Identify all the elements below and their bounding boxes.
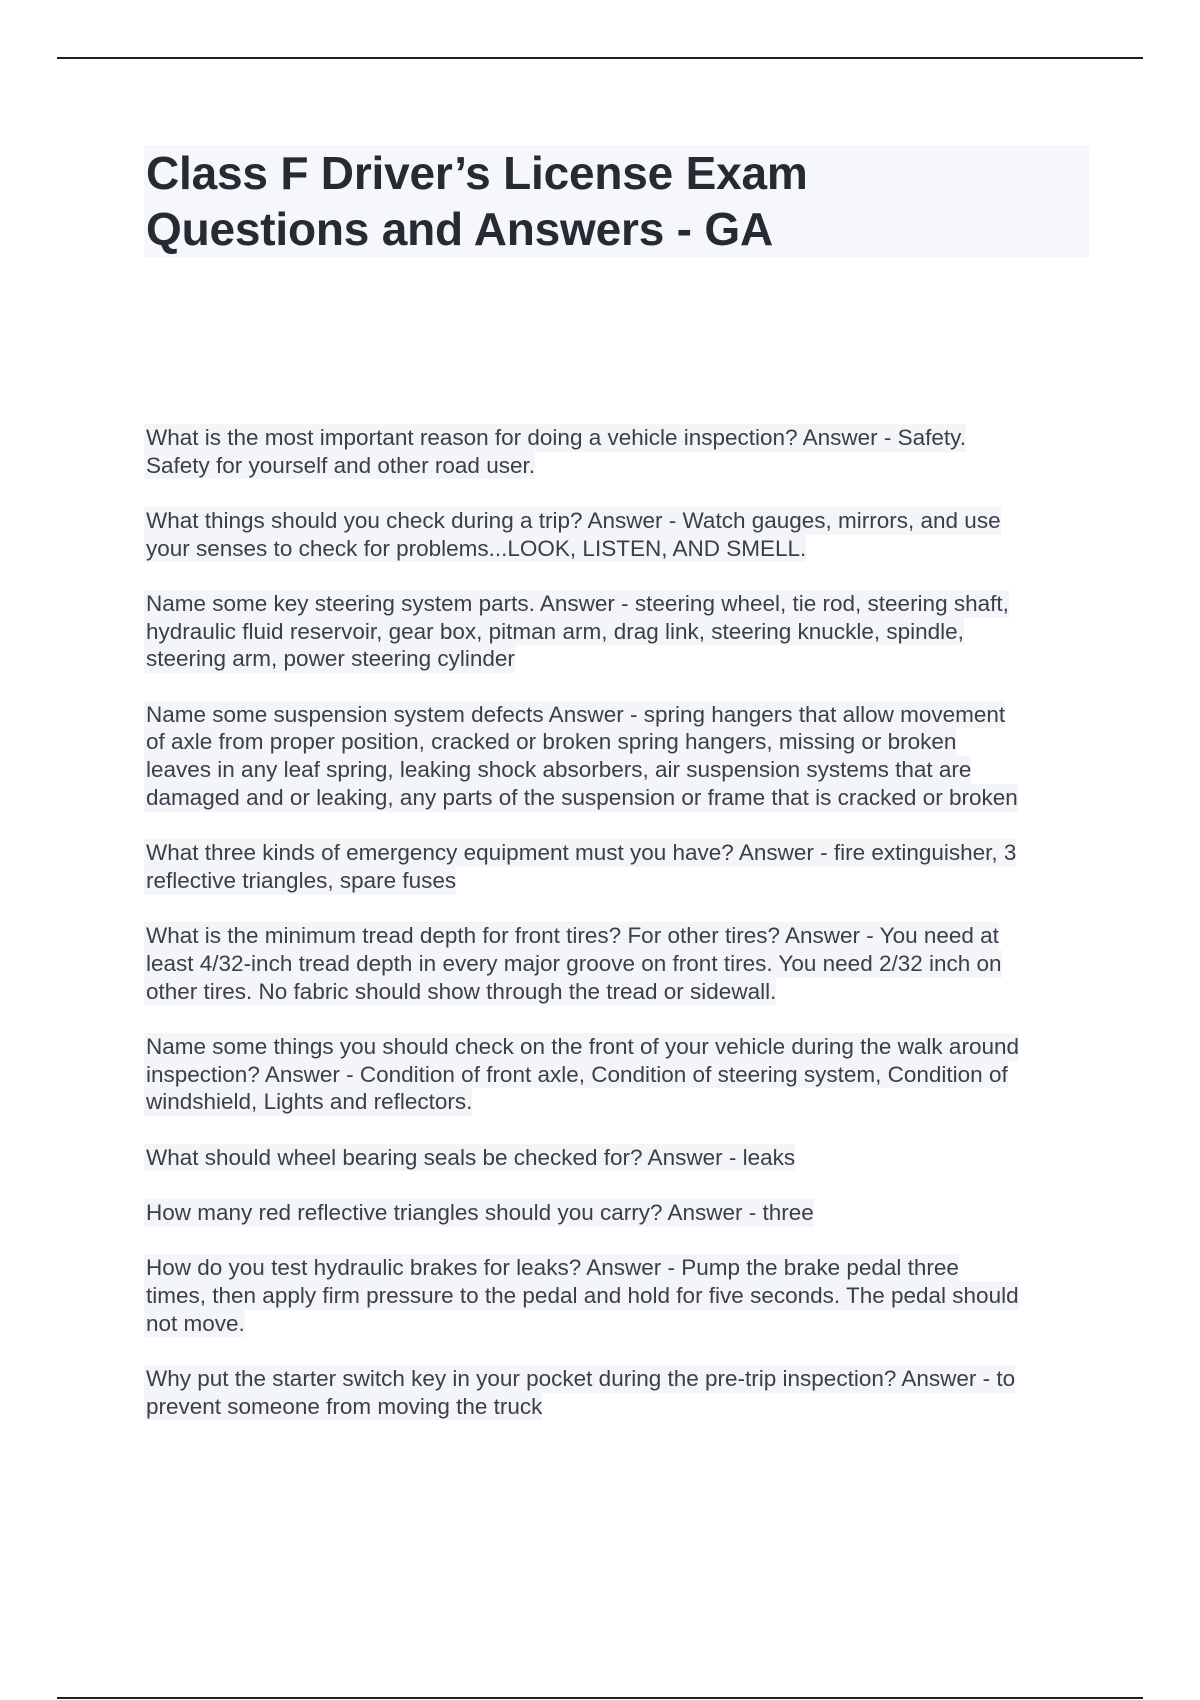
qa-line: Name some things you should check on the front of your vehicle during the walk around <box>146 1033 1019 1059</box>
bottom-rule <box>57 1697 1143 1699</box>
qa-item <box>144 424 1089 479</box>
qa-line: How do you test hydraulic brakes for leaks? Answer - Pump the brake pedal three <box>146 1255 959 1281</box>
qa-line: What should wheel bearing seals be checked for? Answer - leaks <box>146 1144 796 1170</box>
qa-item <box>144 590 1089 673</box>
qa-item <box>144 1144 1089 1172</box>
qa-line: Name some suspension system defects Answer - spring hangers that allow movement <box>146 701 1006 727</box>
qa-line: prevent someone from moving the truck <box>146 1393 543 1419</box>
qa-line: How many red reflective triangles should you carry? Answer - three <box>146 1199 814 1225</box>
qa-line: Safety for yourself and other road user. <box>146 452 535 478</box>
qa-line: What things should you check during a trip? Answer - Watch gauges, mirrors, and use <box>146 508 1001 533</box>
qa-line: not move. <box>146 1310 245 1336</box>
qa-item <box>144 922 1089 1005</box>
qa-line: inspection? Answer - Condition of front axle, Condition of steering system, Condition of <box>146 1061 1008 1087</box>
qa-line: reflective triangles, spare fuses <box>146 867 457 893</box>
qa-line: What is the most important reason for doing a vehicle inspection? Answer - Safety. <box>146 425 966 450</box>
qa-line: least 4/32-inch tread depth in every major groove on front tires. You need 2/32 inch on <box>146 950 1002 976</box>
qa-line: your senses to check for problems...LOOK, LISTEN, AND SMELL. <box>146 535 807 561</box>
qa-list <box>144 424 1089 1420</box>
qa-item <box>144 1033 1089 1116</box>
qa-line: steering arm, power steering cylinder <box>146 646 515 672</box>
title-line-2: Questions and Answers - GA <box>146 203 773 255</box>
qa-line: times, then apply firm pressure to the pedal and hold for five seconds. The pedal should <box>146 1282 1019 1308</box>
qa-line: leaves in any leaf spring, leaking shock absorbers, air suspension systems that are <box>146 757 972 783</box>
qa-line: other tires. No fabric should show through the tread or sidewall. <box>146 978 777 1004</box>
qa-item <box>144 701 1089 812</box>
qa-item <box>144 839 1089 894</box>
qa-line: Name some key steering system parts. Answer - steering wheel, tie rod, steering shaft, <box>146 591 1009 616</box>
qa-line: hydraulic fluid reservoir, gear box, pitman arm, drag link, steering knuckle, spindle, <box>146 618 964 644</box>
qa-item <box>144 507 1089 562</box>
qa-item <box>144 1254 1089 1337</box>
qa-line: of axle from proper position, cracked or broken spring hangers, missing or broken <box>146 729 957 755</box>
top-rule <box>57 57 1143 59</box>
qa-line: Why put the starter switch key in your pocket during the pre-trip inspection? Answer - to <box>146 1365 1016 1391</box>
qa-item <box>144 1199 1089 1227</box>
document-title <box>144 145 1089 257</box>
qa-line: What three kinds of emergency equipment must you have? Answer - fire extinguisher, 3 <box>146 840 1017 866</box>
qa-item <box>144 1365 1089 1420</box>
title-line-1: Class F Driver’s License Exam <box>146 147 808 199</box>
qa-line: damaged and or leaking, any parts of the suspension or frame that is cracked or broken <box>146 784 1018 810</box>
qa-line: windshield, Lights and reflectors. <box>146 1089 473 1115</box>
qa-line: What is the minimum tread depth for front tires? For other tires? Answer - You need at <box>146 923 999 949</box>
